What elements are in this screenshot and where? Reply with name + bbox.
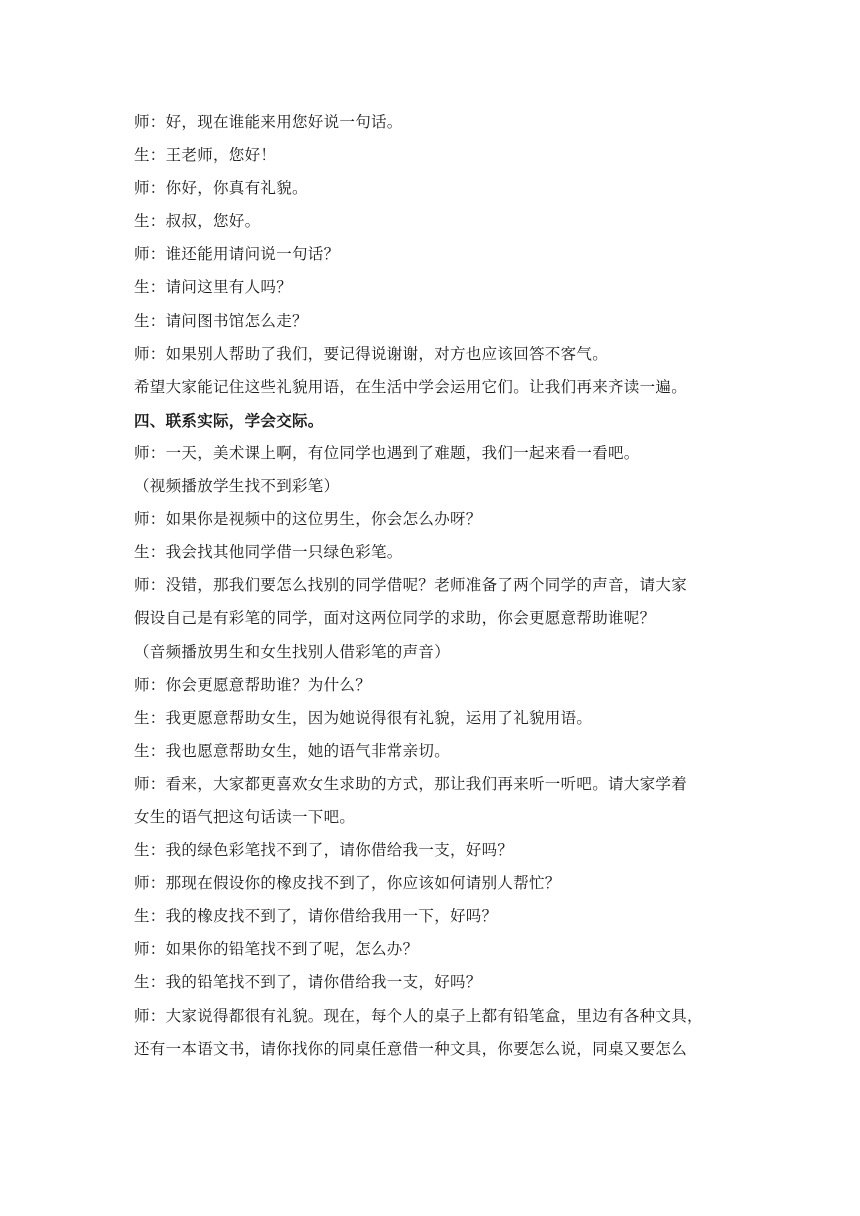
text-line: 师：看来，大家都更喜欢女生求助的方式，那让我们再来听一听吧。请大家学着	[134, 774, 688, 793]
text-line: 生：叔叔，您好。	[134, 212, 261, 231]
text-line: （音频播放男生和女生找别人借彩笔的声音）	[134, 642, 451, 661]
text-line: 师：大家说得都很有礼貌。现在，每个人的桌子上都有铅笔盒，里边有各种文具，	[134, 1006, 703, 1025]
text-line: 生：王老师，您好！	[134, 146, 277, 165]
text-line: 生：我更愿意帮助女生，因为她说得很有礼貌，运用了礼貌用语。	[134, 708, 593, 727]
text-line: 师：没错，那我们要怎么找别的同学借呢？老师准备了两个同学的声音，请大家	[134, 576, 688, 595]
text-line: 师：如果你的铅笔找不到了呢，怎么办？	[134, 940, 419, 959]
text-line: 假设自己是有彩笔的同学，面对这两位同学的求助，你会更愿意帮助谁呢？	[134, 609, 656, 628]
section-heading: 四、联系实际，学会交际。	[134, 410, 324, 430]
text-line: 师：你会更愿意帮助谁？为什么？	[134, 675, 372, 694]
text-line: 师：你好，你真有礼貌。	[134, 179, 308, 198]
text-line: 生：我也愿意帮助女生，她的语气非常亲切。	[134, 741, 451, 760]
text-line: 师：如果别人帮助了我们，要记得说谢谢，对方也应该回答不客气。	[134, 344, 609, 363]
text-line: 师：如果你是视频中的这位男生，你会怎么办呀？	[134, 510, 482, 529]
text-line: 师：好，现在谁能来用您好说一句话。	[134, 113, 403, 131]
text-line: 生：请问这里有人吗？	[134, 278, 293, 297]
text-line: 师：一天，美术课上啊，有位同学也遇到了难题，我们一起来看一看吧。	[134, 443, 640, 462]
text-line: 生：我会找其他同学借一只绿色彩笔。	[134, 543, 403, 562]
document-body	[134, 106, 744, 1066]
text-line: 生：请问图书馆怎么走？	[134, 311, 308, 330]
text-line: （视频播放学生找不到彩笔）	[134, 477, 340, 496]
text-line: 女生的语气把这句话读一下吧。	[134, 807, 356, 826]
text-line: 生：我的绿色彩笔找不到了，请你借给我一支，好吗？	[134, 841, 514, 860]
text-line: 生：我的橡皮找不到了，请你借给我用一下，好吗？	[134, 907, 498, 926]
text-line: 师：谁还能用请问说一句话？	[134, 245, 340, 264]
text-line: 还有一本语文书，请你找你的同桌任意借一种文具，你要怎么说，同桌又要怎么	[134, 1039, 688, 1058]
text-line: 师：那现在假设你的橡皮找不到了，你应该如何请别人帮忙？	[134, 874, 561, 893]
text-line: 生：我的铅笔找不到了，请你借给我一支，好吗？	[134, 973, 482, 992]
text-line: 希望大家能记住这些礼貌用语，在生活中学会运用它们。让我们再来齐读一遍。	[134, 377, 688, 396]
